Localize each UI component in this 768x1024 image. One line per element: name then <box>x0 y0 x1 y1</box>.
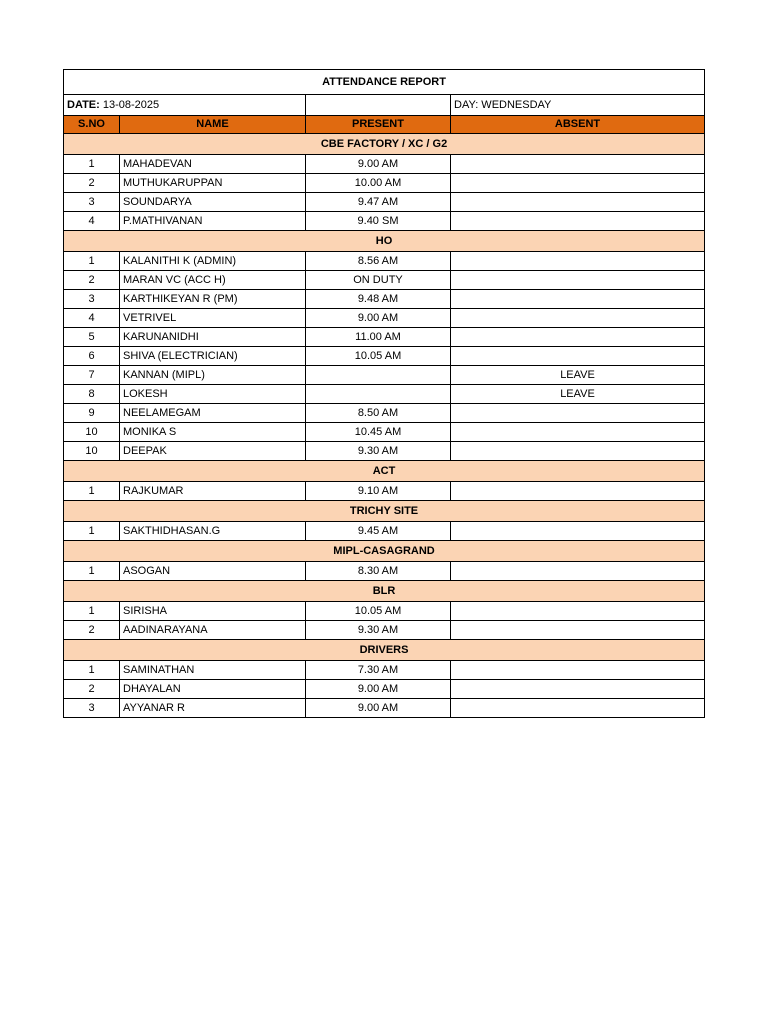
sno-cell: 2 <box>64 621 120 640</box>
col-header-name: NAME <box>120 116 306 134</box>
section-title: CBE FACTORY / XC / G2 <box>64 134 705 155</box>
absent-cell <box>451 212 705 231</box>
present-cell: 9.00 AM <box>306 155 451 174</box>
section-row <box>64 231 705 252</box>
table-row <box>64 309 705 328</box>
date-row <box>64 95 705 116</box>
table-row <box>64 423 705 442</box>
present-cell: 8.30 AM <box>306 562 451 581</box>
table-row <box>64 271 705 290</box>
absent-cell <box>451 482 705 501</box>
sno-cell: 1 <box>64 252 120 271</box>
absent-cell <box>451 602 705 621</box>
absent-cell <box>451 442 705 461</box>
absent-cell <box>451 562 705 581</box>
present-cell: 9.48 AM <box>306 290 451 309</box>
absent-cell <box>451 290 705 309</box>
sno-cell: 6 <box>64 347 120 366</box>
table-row <box>64 602 705 621</box>
section-title: HO <box>64 231 705 252</box>
present-cell: 11.00 AM <box>306 328 451 347</box>
present-cell: 9.30 AM <box>306 442 451 461</box>
table-row <box>64 482 705 501</box>
sno-cell: 1 <box>64 522 120 541</box>
table-row <box>64 442 705 461</box>
present-cell: 9.40 SM <box>306 212 451 231</box>
absent-cell <box>451 252 705 271</box>
sno-cell: 1 <box>64 661 120 680</box>
present-cell: 9.00 AM <box>306 680 451 699</box>
absent-cell <box>451 309 705 328</box>
col-header-present: PRESENT <box>306 116 451 134</box>
absent-cell <box>451 271 705 290</box>
present-cell: 10.05 AM <box>306 602 451 621</box>
sno-cell: 1 <box>64 562 120 581</box>
table-row <box>64 347 705 366</box>
absent-cell <box>451 328 705 347</box>
column-header-row <box>64 116 705 134</box>
date-cell <box>64 95 306 116</box>
section-row <box>64 461 705 482</box>
present-cell: 9.00 AM <box>306 699 451 718</box>
name-cell: AADINARAYANA <box>120 621 306 640</box>
name-cell: SAMINATHAN <box>120 661 306 680</box>
present-cell: 9.30 AM <box>306 621 451 640</box>
name-cell: P.MATHIVANAN <box>120 212 306 231</box>
table-row <box>64 193 705 212</box>
name-cell: KANNAN (MIPL) <box>120 366 306 385</box>
report-title: ATTENDANCE REPORT <box>64 70 705 95</box>
section-row <box>64 541 705 562</box>
sno-cell: 10 <box>64 423 120 442</box>
sno-cell: 10 <box>64 442 120 461</box>
name-cell: DEEPAK <box>120 442 306 461</box>
table-row <box>64 290 705 309</box>
date-value: 13-08-2025 <box>102 98 160 111</box>
table-row <box>64 174 705 193</box>
title-row <box>64 70 705 95</box>
present-cell: 9.47 AM <box>306 193 451 212</box>
sno-cell: 3 <box>64 290 120 309</box>
absent-cell: LEAVE <box>451 366 705 385</box>
sno-cell: 2 <box>64 271 120 290</box>
present-cell: 9.10 AM <box>306 482 451 501</box>
name-cell: NEELAMEGAM <box>120 404 306 423</box>
sno-cell: 2 <box>64 680 120 699</box>
col-header-absent: ABSENT <box>451 116 705 134</box>
name-cell: MAHADEVAN <box>120 155 306 174</box>
sno-cell: 7 <box>64 366 120 385</box>
name-cell: KARTHIKEYAN R (PM) <box>120 290 306 309</box>
absent-cell <box>451 404 705 423</box>
absent-cell <box>451 423 705 442</box>
section-row <box>64 501 705 522</box>
name-cell: MONIKA S <box>120 423 306 442</box>
table-row <box>64 699 705 718</box>
absent-cell <box>451 680 705 699</box>
sno-cell: 1 <box>64 482 120 501</box>
name-cell: MARAN VC (ACC H) <box>120 271 306 290</box>
present-cell: ON DUTY <box>306 271 451 290</box>
table-row <box>64 661 705 680</box>
sno-cell: 4 <box>64 212 120 231</box>
present-cell: 10.00 AM <box>306 174 451 193</box>
section-title: TRICHY SITE <box>64 501 705 522</box>
table-row <box>64 522 705 541</box>
sno-cell: 8 <box>64 385 120 404</box>
present-cell <box>306 366 451 385</box>
present-cell: 9.45 AM <box>306 522 451 541</box>
table-row <box>64 562 705 581</box>
section-row <box>64 134 705 155</box>
table-row <box>64 621 705 640</box>
name-cell: ASOGAN <box>120 562 306 581</box>
table-row <box>64 252 705 271</box>
name-cell: SAKTHIDHASAN.G <box>120 522 306 541</box>
present-cell: 10.05 AM <box>306 347 451 366</box>
absent-cell <box>451 347 705 366</box>
table-row <box>64 155 705 174</box>
present-cell <box>306 385 451 404</box>
absent-cell: LEAVE <box>451 385 705 404</box>
table-row <box>64 404 705 423</box>
table-row <box>64 385 705 404</box>
name-cell: SHIVA (ELECTRICIAN) <box>120 347 306 366</box>
name-cell: DHAYALAN <box>120 680 306 699</box>
name-cell: SOUNDARYA <box>120 193 306 212</box>
sno-cell: 2 <box>64 174 120 193</box>
name-cell: AYYANAR R <box>120 699 306 718</box>
name-cell: MUTHUKARUPPAN <box>120 174 306 193</box>
present-cell: 10.45 AM <box>306 423 451 442</box>
name-cell: KARUNANIDHI <box>120 328 306 347</box>
section-title: ACT <box>64 461 705 482</box>
col-header-sno: S.NO <box>64 116 120 134</box>
section-row <box>64 640 705 661</box>
date-label: DATE: <box>67 98 100 111</box>
absent-cell <box>451 522 705 541</box>
absent-cell <box>451 621 705 640</box>
present-cell: 9.00 AM <box>306 309 451 328</box>
day-cell: DAY: WEDNESDAY <box>451 95 705 116</box>
section-title: MIPL-CASAGRAND <box>64 541 705 562</box>
name-cell: RAJKUMAR <box>120 482 306 501</box>
name-cell: VETRIVEL <box>120 309 306 328</box>
name-cell: KALANITHI K (ADMIN) <box>120 252 306 271</box>
table-row <box>64 328 705 347</box>
sno-cell: 1 <box>64 155 120 174</box>
present-cell: 8.50 AM <box>306 404 451 423</box>
sno-cell: 9 <box>64 404 120 423</box>
section-title: DRIVERS <box>64 640 705 661</box>
attendance-table <box>63 69 705 718</box>
present-cell: 8.56 AM <box>306 252 451 271</box>
sno-cell: 3 <box>64 193 120 212</box>
name-cell: LOKESH <box>120 385 306 404</box>
absent-cell <box>451 174 705 193</box>
section-row <box>64 581 705 602</box>
table-row <box>64 366 705 385</box>
absent-cell <box>451 193 705 212</box>
table-row <box>64 680 705 699</box>
sno-cell: 5 <box>64 328 120 347</box>
sno-cell: 4 <box>64 309 120 328</box>
absent-cell <box>451 155 705 174</box>
absent-cell <box>451 699 705 718</box>
sno-cell: 1 <box>64 602 120 621</box>
absent-cell <box>451 661 705 680</box>
present-cell: 7.30 AM <box>306 661 451 680</box>
table-row <box>64 212 705 231</box>
date-blank-cell <box>306 95 451 116</box>
sno-cell: 3 <box>64 699 120 718</box>
section-title: BLR <box>64 581 705 602</box>
name-cell: SIRISHA <box>120 602 306 621</box>
